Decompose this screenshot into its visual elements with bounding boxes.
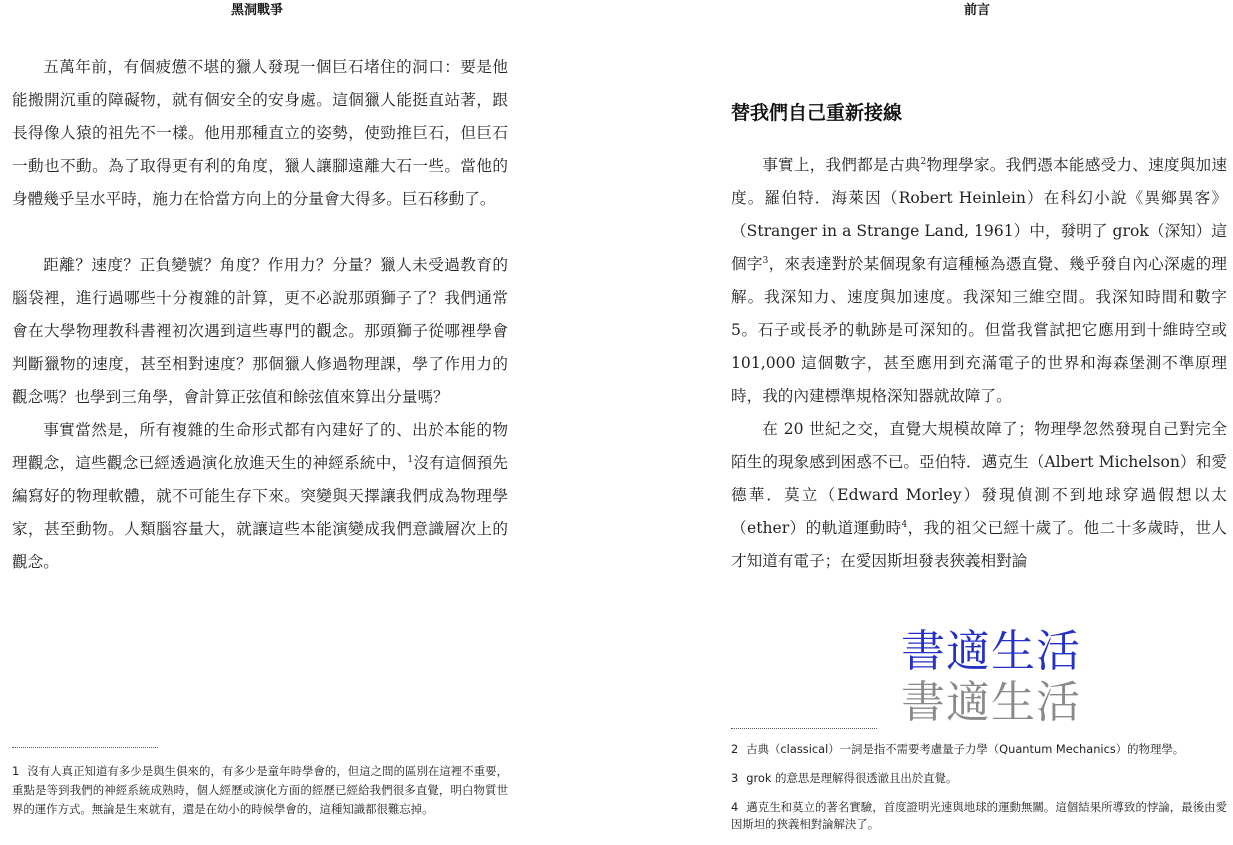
left-page — [12, 0, 508, 841]
footnote-ref[interactable]: 4 — [901, 519, 908, 530]
footnote — [731, 799, 1227, 833]
paragraph — [731, 413, 1227, 578]
footnote-ref[interactable]: 1 — [407, 454, 414, 465]
footnote-divider — [12, 747, 158, 748]
footnote — [731, 741, 1227, 758]
footnote-number: 1 — [12, 764, 20, 778]
footnote-text: 古典（classical）一詞是指不需要考慮量子力學（Quantum Mechanics）的物理學。 — [746, 742, 1185, 756]
left-body-text — [12, 51, 508, 579]
right-page — [731, 0, 1227, 841]
paragraph-text: ，來表達對於某個現象有這種極為憑直覺、幾乎發自內心深處的理解。我深知力、速度與加速度。我深知三維空間。我深知時間和數字 5。石子或長矛的軌跡是可深知的。但當我嘗試把它應用到十維時空或 101,000 這個數字，甚至應用到充滿電子的世界和海森堡測不準原理時，我的內建標準規格深知器就故障了。 — [731, 255, 1227, 405]
paragraph-text: 物理學家。我們憑本能感受力、速度與加速度。羅伯特．海萊因（Robert Heinlein）在科幻小說《異鄉異客》（Stranger in a Strange Land, 1961）中，發明了 grok（深知）這個字 — [731, 156, 1227, 273]
footnote-ref[interactable]: 3 — [762, 255, 769, 266]
paragraph — [731, 149, 1227, 413]
watermark-logo: 書適生活 — [901, 626, 1081, 677]
watermark-logo-shadow: 書適生活 — [901, 677, 1081, 728]
footnote-text: grok 的意思是理解得很透澈且出於直覺。 — [746, 771, 958, 785]
paragraph-text: 事實當然是，所有複雜的生命形式都有內建好了的、出於本能的物理觀念，這些觀念已經透過演化放進天生的神經系統中， — [12, 421, 508, 472]
footnote-number: 3 — [731, 771, 739, 785]
paragraph-text: 沒有這個預先編寫好的物理軟體，就不可能生存下來。突變與天擇讓我們成為物理學家，甚至動物。人類腦容量大，就讓這些本能演變成我們意識層次上的觀念。 — [12, 454, 508, 571]
footnote-text: 沒有人真正知道有多少是與生俱來的，有多少是童年時學會的，但這之間的區別在這裡不重要，重點是等到我們的神經系統成熟時，個人經歷或演化方面的經歷已經給我們很多直覺，明白物質世界的運作方式。無論是生來就有，還是在幼小的時候學會的，這種知識都很難忘掉。 — [12, 764, 508, 816]
paragraph-text: 事實上，我們都是古典 — [762, 156, 921, 174]
footnotes — [731, 741, 1227, 845]
footnotes — [12, 762, 508, 819]
footnote — [12, 762, 508, 819]
paragraph-text: ，我的祖父已經十歲了。他二十多歲時，世人才知道有電子；在愛因斯坦發表狹義相對論 — [731, 519, 1227, 570]
paragraph-text: 在 20 世紀之交，直覺大規模故障了；物理學忽然發現自己對完全陌生的現象感到困惑不已。亞伯特．邁克生（Albert Michelson）和愛德華．莫立（Edward Morley）發現偵測不到地球穿過假想以太（ether）的軌道運動時 — [731, 420, 1227, 537]
running-head-book-title: 黑洞戰爭 — [231, 3, 284, 18]
paragraph-gap — [12, 216, 508, 249]
paragraph — [12, 414, 508, 579]
running-head-chapter: 前言 — [964, 3, 991, 18]
section-title: 替我們自己重新接線 — [731, 102, 903, 124]
footnote-text: 邁克生和莫立的著名實驗，首度證明光速與地球的運動無關。這個結果所導致的悖論，最後由愛因斯坦的狹義相對論解決了。 — [731, 800, 1227, 831]
footnote-ref[interactable]: 2 — [920, 156, 927, 167]
right-body-text — [731, 149, 1227, 578]
footnote-divider — [731, 728, 877, 729]
paragraph: 五萬年前，有個疲憊不堪的獵人發現一個巨石堵住的洞口：要是他能搬開沉重的障礙物，就有個安全的安身處。這個獵人能挺直站著，跟長得像人猿的祖先不一樣。他用那種直立的姿勢，使勁推巨石，但巨石一動也不動。為了取得更有利的角度，獵人讓腳遠離大石一些。當他的身體幾乎呈水平時，施力在恰當方向上的分量會大得多。巨石移動了。 — [12, 58, 508, 208]
footnote — [731, 770, 1227, 787]
footnote-number: 4 — [731, 800, 739, 814]
paragraph: 距離？速度？正負變號？角度？作用力？分量？獵人未受過教育的腦袋裡，進行過哪些十分複雜的計算，更不必說那頭獅子了？我們通常會在大學物理教科書裡初次遇到這些專門的觀念。那頭獅子從哪裡學會判斷獵物的速度，甚至相對速度？那個獵人修過物理課，學了作用力的觀念嗎？也學到三角學，會計算正弦值和餘弦值來算出分量嗎？ — [12, 256, 508, 406]
footnote-number: 2 — [731, 742, 739, 756]
